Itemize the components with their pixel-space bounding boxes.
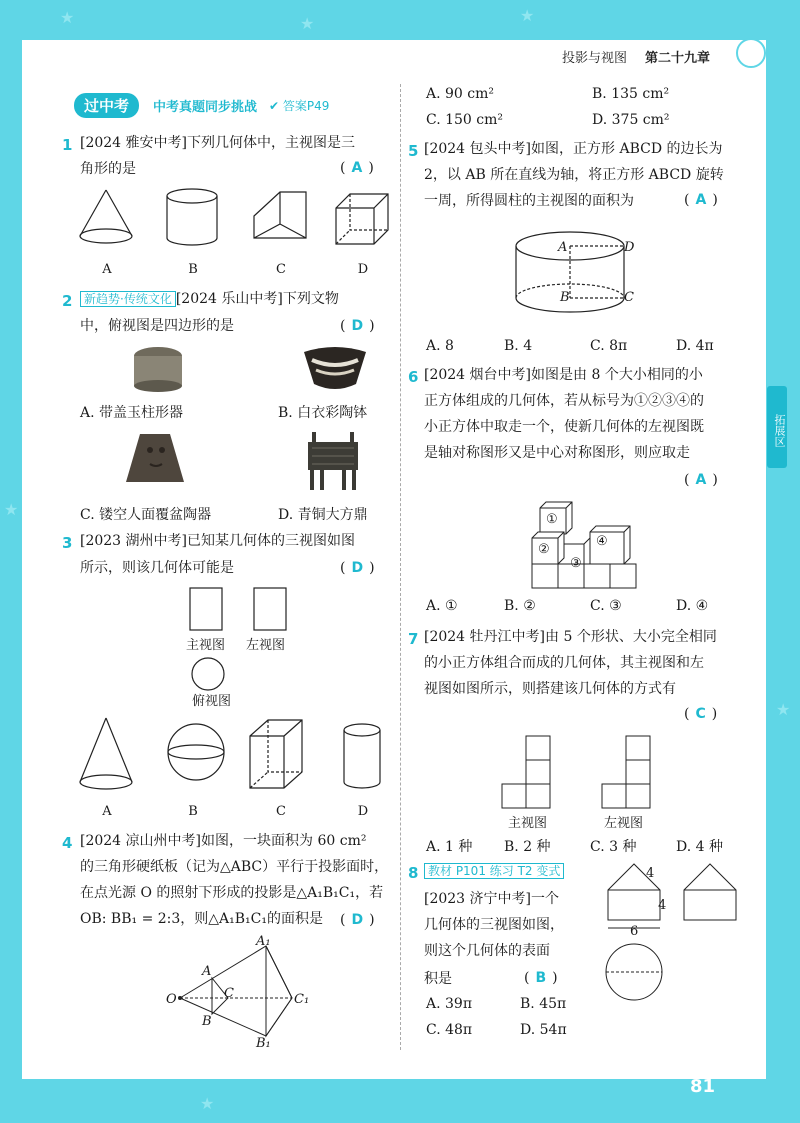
option-a: A. 39π bbox=[426, 996, 473, 1012]
answer-slot: ( D ) bbox=[340, 912, 375, 928]
cube-mark-3: ③ bbox=[570, 556, 582, 571]
dimension-label: 4 bbox=[658, 898, 667, 913]
front-view-label: 主视图 bbox=[186, 638, 226, 653]
question-8-line1: [2023 济宁中考]一个 bbox=[424, 891, 560, 907]
side-tab[interactable]: 拓展区 bbox=[767, 386, 787, 468]
question-2-line1: 新趋势·传统文化 [2024 乐山中考]下列文物 bbox=[80, 286, 339, 312]
question-8-line3: 则这个几何体的表面 bbox=[424, 943, 550, 959]
question-5-line2: 2，以 AB 所在直线为轴，将正方形 ABCD 旋转 bbox=[424, 167, 724, 183]
question-number: 7 bbox=[408, 630, 419, 648]
option-b: B. 45π bbox=[520, 996, 567, 1012]
question-8-line4: 积是 bbox=[424, 971, 452, 987]
left-view-rect bbox=[254, 588, 286, 630]
question-8-line2: 几何体的三视图如图， bbox=[424, 917, 564, 933]
prism-shape bbox=[254, 192, 306, 238]
question-6-line1: [2024 烟台中考]如图是由 8 个大小相同的小 bbox=[424, 367, 703, 383]
question-6-line2: 正方体组成的几何体，若从标号为①②③④的 bbox=[424, 393, 704, 409]
option-c: C. 150 cm² bbox=[426, 112, 504, 128]
page-border-right bbox=[766, 0, 800, 1123]
chapter-title: 第二十九章 bbox=[645, 51, 711, 66]
question-number: 4 bbox=[62, 834, 73, 852]
question-3-line2: 所示，则该几何体可能是 bbox=[80, 560, 234, 576]
q8-views-figure bbox=[604, 860, 744, 1010]
option-b: B. ② bbox=[504, 598, 536, 614]
option-d: D. ④ bbox=[676, 598, 709, 614]
dimension-label: 4 bbox=[646, 866, 655, 881]
question-number: 2 bbox=[62, 292, 73, 310]
front-view-label: 主视图 bbox=[508, 816, 548, 831]
option-b: B. 白衣彩陶钵 bbox=[278, 405, 368, 421]
question-8-tag: 教材 P101 练习 T2 变式 bbox=[424, 858, 564, 884]
point-c: C bbox=[624, 290, 634, 305]
point-b: B bbox=[202, 1014, 212, 1029]
left-view-label: 左视图 bbox=[604, 816, 644, 831]
cube-mark-4: ④ bbox=[596, 534, 608, 549]
option-label: C bbox=[276, 262, 286, 277]
top-view-circle bbox=[192, 658, 224, 690]
option-d: D. 375 cm² bbox=[592, 112, 670, 128]
question-7-line2: 的小正方体组合而成的几何体，其主视图和左 bbox=[424, 655, 704, 671]
projection-figure bbox=[170, 936, 320, 1046]
mascot-badge bbox=[736, 38, 766, 68]
question-7-line1: [2024 牡丹江中考]由 5 个形状、大小完全相同 bbox=[424, 629, 717, 645]
option-c: C. 3 种 bbox=[590, 839, 637, 855]
answer-slot: ( C ) bbox=[684, 706, 718, 722]
question-2-line2: 中，俯视图是四边形的是 bbox=[80, 318, 234, 334]
option-d: D. 4π bbox=[676, 338, 714, 354]
question-7-line3: 视图如图所示，则搭建该几何体的方式有 bbox=[424, 681, 676, 697]
option-c: C. 48π bbox=[426, 1022, 473, 1038]
column-divider bbox=[400, 84, 401, 1050]
answer-slot: ( A ) bbox=[684, 472, 718, 488]
question-number: 1 bbox=[62, 136, 73, 154]
face-pottery-photo bbox=[120, 430, 190, 488]
q3-solids-figure bbox=[74, 716, 384, 796]
option-d: D. 4 种 bbox=[676, 839, 723, 855]
point-b: B bbox=[560, 290, 570, 305]
cube-mark-2: ② bbox=[538, 542, 550, 557]
question-number: 8 bbox=[408, 864, 419, 882]
question-6-line4: 是轴对称图形又是中心对称图形，则应取走 bbox=[424, 445, 690, 461]
pottery-bowl-photo bbox=[300, 344, 370, 394]
option-label: A bbox=[102, 804, 112, 819]
section-title: 投影与视图 bbox=[562, 51, 628, 66]
page-number: 81 bbox=[690, 1076, 716, 1097]
option-b: B. 4 bbox=[504, 338, 533, 354]
question-number: 6 bbox=[408, 368, 419, 386]
question-5-line3: 一周，所得圆柱的主视图的面积为 bbox=[424, 193, 634, 209]
option-label: A bbox=[102, 262, 112, 277]
star-decoration: ★ bbox=[60, 8, 75, 27]
point-a: A bbox=[202, 964, 212, 979]
answer-slot: ( D ) bbox=[340, 560, 375, 576]
q1-solids-figure bbox=[74, 186, 384, 256]
answer-reference: ✔ 答案P49 bbox=[269, 98, 330, 113]
point-c1: C₁ bbox=[294, 992, 310, 1007]
option-label: B bbox=[188, 804, 198, 819]
question-4-line3: 在点光源 O 的照射下形成的投影是△A₁B₁C₁，若 bbox=[80, 885, 384, 901]
question-number: 3 bbox=[62, 534, 73, 552]
page-border-top bbox=[0, 0, 800, 40]
question-6-line3: 小正方体中取走一个，使新几何体的左视图既 bbox=[424, 419, 704, 435]
point-o: O bbox=[166, 992, 177, 1007]
option-a: A. 90 cm² bbox=[426, 86, 495, 102]
option-label: D bbox=[357, 262, 369, 277]
bronze-ding-photo bbox=[300, 430, 366, 492]
star-decoration: ★ bbox=[300, 14, 315, 33]
point-b1: B₁ bbox=[256, 1036, 271, 1051]
answer-slot: ( D ) bbox=[340, 318, 375, 334]
option-label: B bbox=[188, 262, 198, 277]
option-d: D. 青铜大方鼎 bbox=[278, 507, 368, 523]
point-d: D bbox=[624, 240, 635, 255]
banner-tag: 过中考 bbox=[74, 93, 139, 118]
point-c: C bbox=[224, 986, 234, 1001]
option-d: D. 54π bbox=[520, 1022, 567, 1038]
option-c: C. ③ bbox=[590, 598, 622, 614]
option-b: B. 2 种 bbox=[504, 839, 551, 855]
cylinder-shape bbox=[167, 189, 217, 203]
option-a: A. 带盖玉柱形器 bbox=[80, 405, 184, 421]
question-4-line4: OB: BB₁ = 2:3，则△A₁B₁C₁的面积是 bbox=[80, 911, 323, 927]
option-a: A. 8 bbox=[426, 338, 454, 354]
question-3-line1: [2023 湖州中考]已知某几何体的三视图如图 bbox=[80, 533, 356, 549]
option-a: A. 1 种 bbox=[426, 839, 473, 855]
star-decoration: ★ bbox=[776, 700, 791, 719]
question-5-line1: [2024 包头中考]如图，正方形 ABCD 的边长为 bbox=[424, 141, 723, 157]
option-a: A. ① bbox=[426, 598, 458, 614]
star-decoration: ★ bbox=[520, 6, 535, 25]
jade-artifact-photo bbox=[128, 344, 188, 392]
answer-slot: ( A ) bbox=[340, 160, 374, 176]
front-view-rect bbox=[190, 588, 222, 630]
running-header bbox=[562, 47, 710, 66]
page-border-left bbox=[0, 0, 22, 1123]
option-c: C. 镂空人面覆盆陶器 bbox=[80, 507, 212, 523]
q7-views-figure bbox=[500, 734, 670, 810]
cube-mark-1: ① bbox=[546, 512, 558, 527]
cylinder-figure bbox=[514, 222, 634, 322]
option-label: C bbox=[276, 804, 286, 819]
question-4-line2: 的三角形硬纸板（记为△ABC）平行于投影面时， bbox=[80, 859, 389, 875]
question-1-line1: [2024 雅安中考]下列几何体中，主视图是三 bbox=[80, 135, 356, 151]
question-number: 5 bbox=[408, 142, 419, 160]
star-decoration: ★ bbox=[4, 500, 19, 519]
point-a1: A₁ bbox=[256, 934, 271, 949]
answer-slot: ( B ) bbox=[524, 970, 558, 986]
banner-subtitle: 中考真题同步挑战 bbox=[153, 99, 258, 115]
question-1-line2: 角形的是 bbox=[80, 161, 136, 177]
page-border-bottom bbox=[0, 1079, 800, 1123]
option-c: C. 8π bbox=[590, 338, 628, 354]
left-view-label: 左视图 bbox=[246, 638, 286, 653]
option-label: D bbox=[357, 804, 369, 819]
option-b: B. 135 cm² bbox=[592, 86, 670, 102]
top-view-label: 俯视图 bbox=[192, 694, 232, 709]
answer-slot: ( A ) bbox=[684, 192, 718, 208]
star-decoration: ★ bbox=[200, 1094, 215, 1113]
section-banner bbox=[74, 92, 329, 118]
point-a: A bbox=[558, 240, 568, 255]
question-4-line1: [2024 凉山州中考]如图，一块面积为 60 cm² bbox=[80, 833, 367, 849]
dimension-label: 6 bbox=[630, 924, 639, 939]
